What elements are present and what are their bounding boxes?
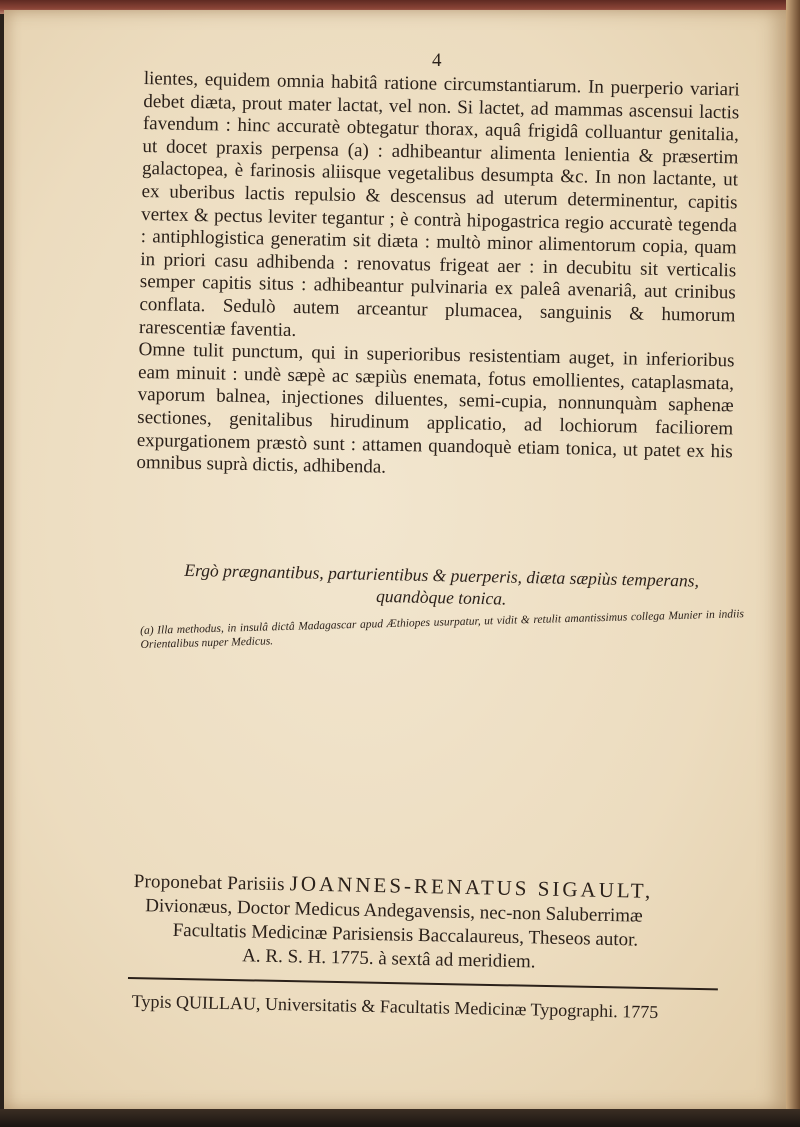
author-name: JOANNES-RENATUS SIGAULT, [289, 871, 654, 903]
footnote: (a) Illa methodus, in insulâ dictâ Madagascar apud Æthiopes usurpatur, ut vidit & retulit amantissimus collega Munier in indiis Orientalibus nuper Medicus. [140, 608, 745, 651]
printer-line: Typis QUILLAU, Universitatis & Facultatis Medicinæ Typographi. 1775 [131, 990, 659, 1023]
imprint-prefix: Proponebat Parisiis [133, 870, 290, 896]
imprint-line-4: A. R. S. H. 1775. à sextâ ad meridiem. [241, 945, 536, 973]
imprint-line-3: Facultatis Medicinæ Parisiensis Baccalaureus, Theseos autor. [172, 919, 639, 951]
thesis-conclusion: Ergò prægnantibus, parturientibus & puerperis, diæta sæpiùs temperans, quandòque tonica. [184, 559, 700, 609]
imprint-line-2: Divionæus, Doctor Medicus Andegavensis, nec-non Saluberrimæ [144, 895, 643, 927]
thesis-imprint [132, 868, 734, 979]
page-number: 4 [432, 50, 442, 71]
book-page [4, 10, 790, 1110]
horizontal-rule [128, 977, 718, 990]
body-text [136, 68, 740, 486]
body-paragraph-1: lientes, equidem omnia habitâ ratione circumstantiarum. In puerperio variari debet diæta, prout mater lactat, vel non. Si lactet, ad mammas ascensui lactis favendum : hinc accuratè obtegatur thorax, aquâ frigidâ colluantur genitalia, ut docet praxis perpensa (a) : adhibeantur alimenta lenientia & præsertim galactopea, è farinosis aliisque vegetalibus desumpta &c. In non lactante, ut ex uberibus lactis repulsio & descensus ad uterum determinentur, capitis vertex & pectus leviter tegantur ; è contrà hipogastrica regio accuratè tegenda : antiphlogistica generatim sit diæta : multò minor alimentorum copia, quam in priori casu adhibenda : renovatus frigeat aer : in decubitu sit verticalis semper capitis situs : adhibeantur pulvinaria ex paleâ avenariâ, aut crinibus conflata. Sedulò autem arceantur plumacea, sanguinis & humorum rarescentiæ faventia. [138, 68, 740, 341]
book-bottom-edge [0, 1109, 800, 1127]
body-paragraph-2: Omne tulit punctum, qui in superioribus resistentiam auget, in inferioribus eam minuit : undè sæpè ac sæpiùs enemata, fotus emollientes, cataplasmata, vaporum balnea, injectiones diluentes, semi-cupia, nonnunquàm saphenæ sectiones, genitalibus hirudinum applicatio, ad lochiorum faciliorem expurgationem præstò sunt : attamen quandoquè etiam tonica, ut patet ex his omnibus suprà dictis, adhibenda. [136, 339, 735, 478]
page-fold-shadow [786, 0, 800, 1127]
